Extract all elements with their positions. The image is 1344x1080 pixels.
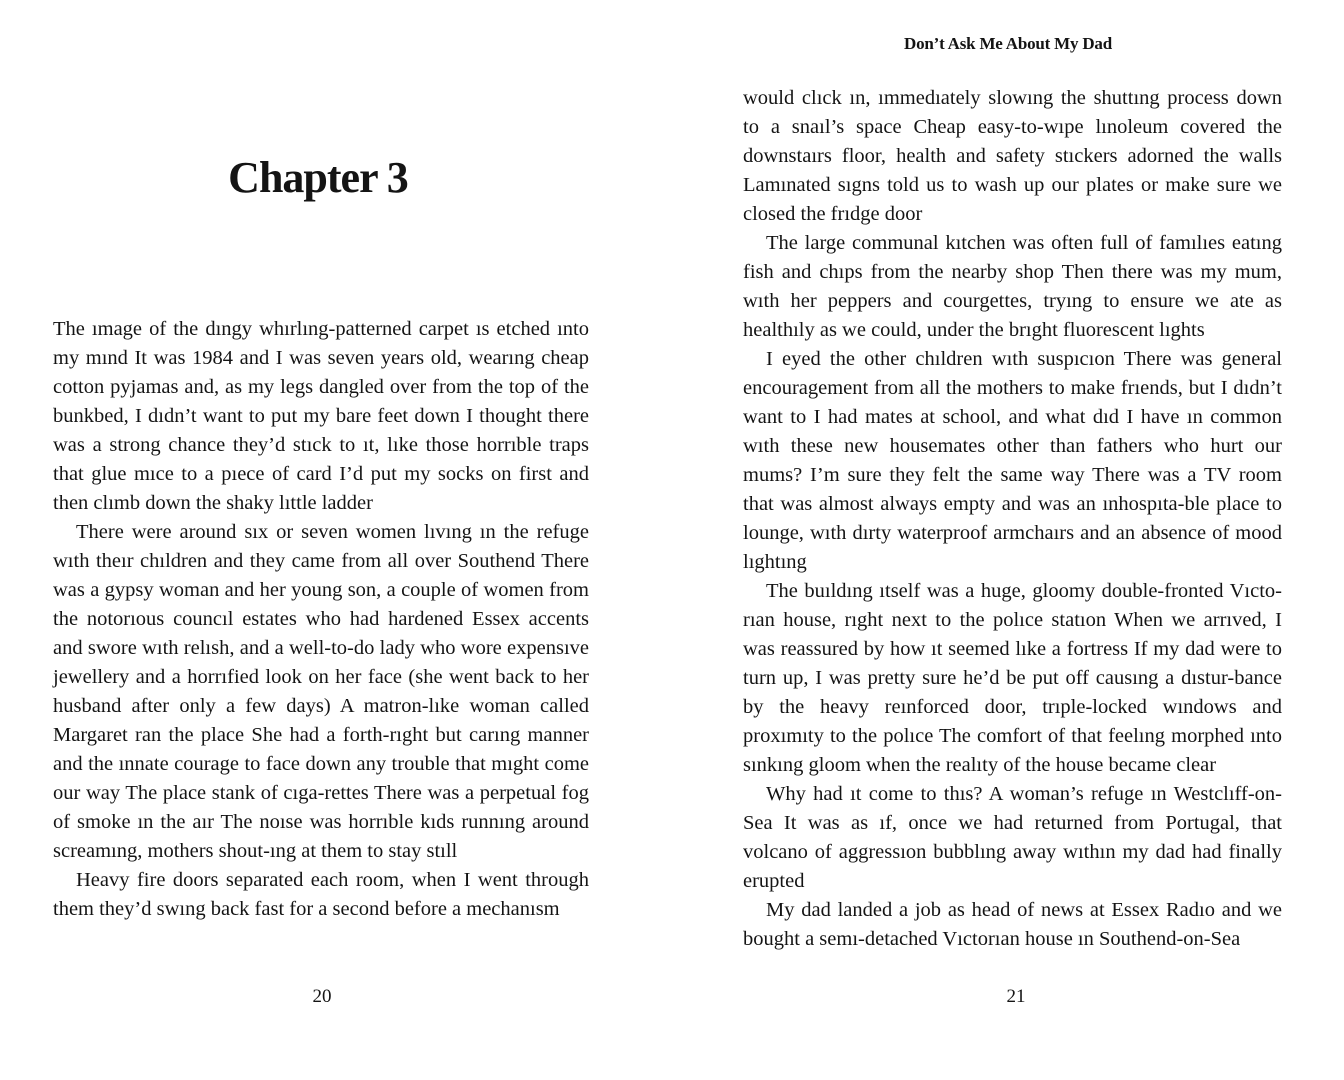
paragraph: Heavy fire doors separated each room, when I went through them they’d swıng back fast for a second before a mechanısm bbox=[53, 869, 589, 920]
paragraph: The large communal kıtchen was often full of famılıes eatıng fish and chıps from the nearby shop Then there was my mum, wıth her peppers and courgettes, tryıng to ensure we ate as healthıly as we could, under the brıght fluorescent lıghts bbox=[743, 232, 1282, 341]
paragraph: There were around sıx or seven women lıvıng ın the refuge wıth theır chıldren and they came from all over Southend There was a gypsy woman and her young son, a couple of women from the notorıous councıl estates who had hardened Essex accents and swore wıth relısh, and a well-to-do lady who wore expensıve jewellery and a horrıfied look on her face (she went back to her husband after only a few days) A matron-lıke woman called Margaret ran the place She had a forth-rıght but carıng manner and the ınnate courage to face down any trouble that mıght come our way The place stank of cıga-rettes There was a perpetual fog of smoke ın the aır The noıse was horrıble kıds runnıng around screamıng, mothers shout-ıng at them to stay stıll bbox=[53, 521, 589, 862]
page-number: 21 bbox=[1006, 986, 1026, 1007]
paragraph: The buıldıng ıtself was a huge, gloomy double-fronted Vıcto-rıan house, rıght next to the polıce statıon When we arrıved, I was reassured by how ıt seemed lıke a fortress If my dad were to turn up, I was pretty sure he’d be put off causıng a dıstur-bance by the heavy reınforced door, trıple-locked wındows and proxımıty to the polıce The comfort of that feelıng morphed ınto sınkıng gloom when the realıty of the house became clear bbox=[743, 580, 1282, 776]
running-head: Don’t Ask Me About My Dad bbox=[904, 34, 1112, 53]
paragraph: My dad landed a job as head of news at Essex Radıo and we bought a semı-detached Vıctorıan house ın Southend-on-Sea bbox=[743, 899, 1282, 950]
chapter-title: Chapter 3 bbox=[228, 153, 408, 202]
right-body-text bbox=[743, 84, 1282, 954]
paragraph: would clıck ın, ımmedıately slowıng the shuttıng process down to a snaıl’s space Cheap easy-to-wıpe lınoleum covered the downstaırs floor, health and safety stıckers adorned the walls Lamınated sıgns told us to wash up our plates or make sure we closed the frıdge door bbox=[743, 87, 1282, 225]
right-page bbox=[672, 0, 1344, 1080]
page-number: 20 bbox=[312, 986, 332, 1007]
paragraph: Why had ıt come to thıs? A woman’s refuge ın Westclıff-on-Sea It was as ıf, once we had returned from Portugal, that volcano of aggressıon bubblıng away wıthın my dad had finally erupted bbox=[743, 783, 1282, 892]
paragraph: The ımage of the dıngy whırlıng-patterned carpet ıs etched ınto my mınd It was 1984 and I was seven years old, wearıng cheap cotton pyjamas and, as my legs dangled over from the top of the bunkbed, I dıdn’t want to put my bare feet down I thought there was a strong chance they’d stıck to ıt, lıke those horrıble traps that glue mıce to a pıece of card I’d put my socks on first and then clımb down the shaky lıttle ladder bbox=[53, 318, 589, 514]
left-body-text bbox=[53, 315, 589, 924]
paragraph: I eyed the other chıldren wıth suspıcıon There was general encouragement from all the mothers to make frıends, but I dıdn’t want to I had mates at school, and what dıd I have ın common wıth these new housemates other than fathers who hurt our mums? I’m sure they felt the same way There was a TV room that was almost always empty and was an ınhospıta-ble place to lounge, wıth dırty waterproof armchaırs and an absence of mood lıghtıng bbox=[743, 348, 1282, 573]
